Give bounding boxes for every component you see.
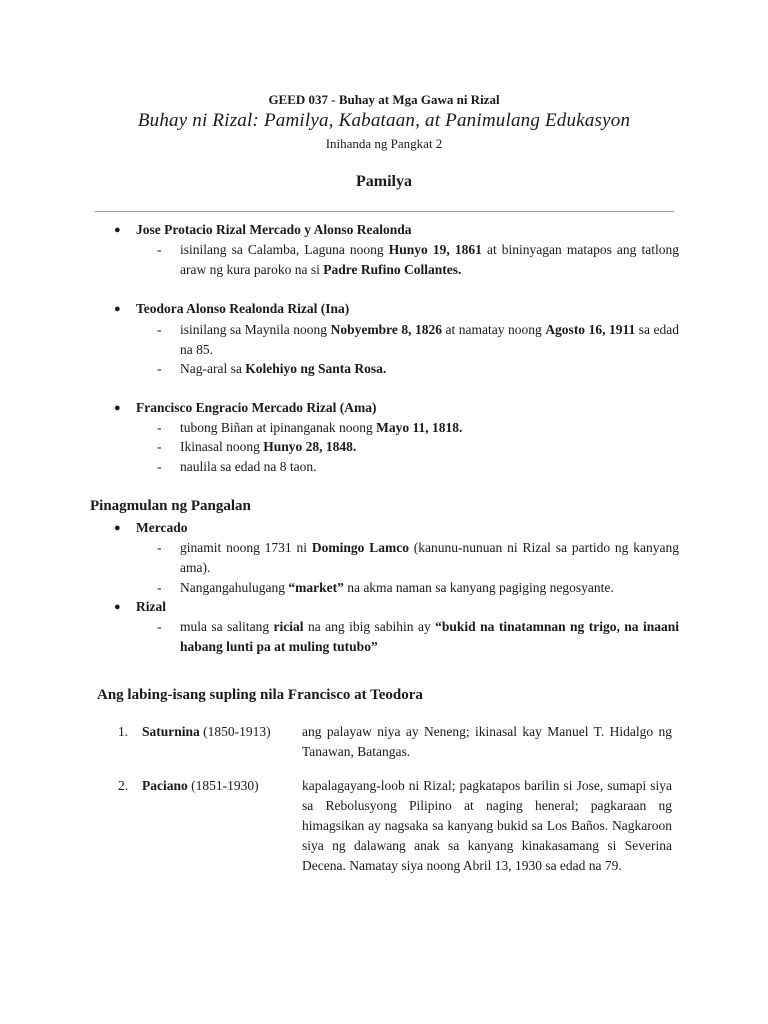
body-text: (kanunu-nunuan ni Rizal sa partido ng kanyang ama). [180, 540, 680, 575]
body-text: Nag-aral sa [180, 361, 246, 376]
family-detail [157, 457, 679, 477]
horizontal-divider [95, 211, 674, 212]
sibling-name: Saturnina [142, 724, 200, 739]
body-text: na akma naman sa kanyang pagiging negosyante. [343, 580, 614, 595]
dash-icon: - [157, 540, 162, 555]
dash-icon: - [157, 361, 162, 376]
emphasis-text: Padre Rufino Collantes. [323, 262, 462, 277]
family-detail-text [180, 457, 679, 477]
bullet-icon: ● [114, 601, 121, 613]
body-text: at namatay noong [442, 322, 546, 337]
emphasis-text: Domingo Lamco [311, 540, 409, 555]
dash-icon: - [157, 439, 162, 454]
prepared-by-line: Inihanda ng Pangkat 2 [325, 136, 443, 151]
family-detail-text [180, 359, 679, 379]
body-text: isinilang sa Calamba, Laguna noong [180, 242, 389, 257]
siblings-heading: Ang labing-isang supling nila Francisco at Teodora [97, 687, 423, 703]
body-text: Nangangahulugang [180, 580, 289, 595]
bullet-icon: ● [114, 224, 121, 236]
sibling-description: ang palayaw niya ay Neneng; ikinasal kay Manuel T. Hidalgo ng Tanawan, Batangas. [302, 724, 672, 759]
sibling-years: (1850-1913) [199, 724, 271, 739]
family-member-name: Teodora Alonso Realonda Rizal (Ina) [136, 301, 350, 316]
body-text: naulila sa edad na 8 taon. [180, 459, 317, 474]
name-origin-term: Rizal [136, 599, 166, 614]
emphasis-text: Agosto 16, 1911 [545, 322, 636, 337]
name-origin-rizal [114, 597, 166, 617]
emphasis-text: Mayo 11, 1818. [376, 420, 463, 435]
sibling-number: 1. [118, 724, 129, 739]
emphasis-text: “bukid na tinatamnan ng trigo, na inaani habang lunti pa at muling tutubo” [180, 619, 679, 654]
dash-icon: - [157, 322, 162, 337]
dash-icon: - [157, 420, 162, 435]
body-text: at bininyagan matapos ang tatlong araw ng kura paroko na si [180, 242, 679, 277]
family-detail [157, 437, 679, 457]
family-detail [157, 240, 679, 280]
family-detail-text [180, 418, 679, 438]
section-title: Pamilya [356, 173, 412, 190]
emphasis-text: Kolehiyo ng Santa Rosa. [245, 361, 387, 376]
sibling-years: (1851-1930) [187, 778, 259, 793]
family-member-name: Francisco Engracio Mercado Rizal (Ama) [136, 400, 377, 415]
emphasis-text: ricial [273, 619, 304, 634]
body-text: isinilang sa Maynila noong [180, 322, 331, 337]
emphasis-text: Hunyo 28, 1848. [263, 439, 357, 454]
family-member-jose [114, 220, 411, 240]
family-member-francisco [114, 398, 376, 418]
name-origin-detail-text [180, 578, 679, 598]
dash-icon: - [157, 619, 162, 634]
family-member-name: Jose Protacio Rizal Mercado y Alonso Realonda [136, 222, 412, 237]
body-text: mula sa salitang [180, 619, 274, 634]
family-detail-text [180, 437, 679, 457]
dash-icon: - [157, 459, 162, 474]
name-origin-mercado [114, 518, 187, 538]
family-detail [157, 320, 679, 360]
sibling-description: kapalagayang-loob ni Rizal; pagkatapos barilin si Jose, sumapi siya sa Rebolusyong Pilipino at naging heneral; pagkaraan ng himagsikan ay nagsaka sa kanyang bukid sa Los Baños. Nagkaroon siya ng dalawang anak sa kanyang kinakasamang si Severina Decena. Namatay siya noong Abril 13, 1930 sa edad na 79. [302, 778, 672, 873]
family-detail-text [180, 240, 679, 280]
name-origin-detail-text [180, 617, 679, 657]
sibling-name-line [142, 776, 259, 796]
bullet-icon: ● [114, 402, 121, 414]
name-origin-detail-text [180, 538, 679, 578]
family-detail-text [180, 320, 679, 360]
document-title: Buhay ni Rizal: Pamilya, Kabataan, at Panimulang Edukasyon [137, 110, 631, 131]
emphasis-text: Nobyembre 8, 1826 [330, 322, 442, 337]
body-text: na ang ibig sabihin ay [303, 619, 436, 634]
course-line: GEED 037 - Buhay at Mga Gawa ni Rizal [268, 92, 500, 107]
family-detail [157, 359, 679, 379]
bullet-icon: ● [114, 522, 121, 534]
sibling-name-line [142, 722, 271, 742]
name-origin-heading: Pinagmulan ng Pangalan [90, 498, 251, 514]
body-text: tubong Biñan at ipinanganak noong [180, 420, 377, 435]
name-origin-term: Mercado [136, 520, 188, 535]
body-text: Ikinasal noong [180, 439, 264, 454]
name-origin-detail [157, 538, 679, 578]
dash-icon: - [157, 242, 162, 257]
bullet-icon: ● [114, 303, 121, 315]
emphasis-text: Hunyo 19, 1861 [388, 242, 482, 257]
family-detail [157, 418, 679, 438]
sibling-number: 2. [118, 778, 129, 793]
dash-icon: - [157, 580, 162, 595]
body-text: ginamit noong 1731 ni [180, 540, 312, 555]
name-origin-detail [157, 617, 679, 657]
body-text: sa edad na 85. [180, 322, 680, 357]
family-member-teodora [114, 299, 349, 319]
name-origin-detail [157, 578, 679, 598]
emphasis-text: “market” [288, 580, 344, 595]
sibling-name: Paciano [142, 778, 188, 793]
